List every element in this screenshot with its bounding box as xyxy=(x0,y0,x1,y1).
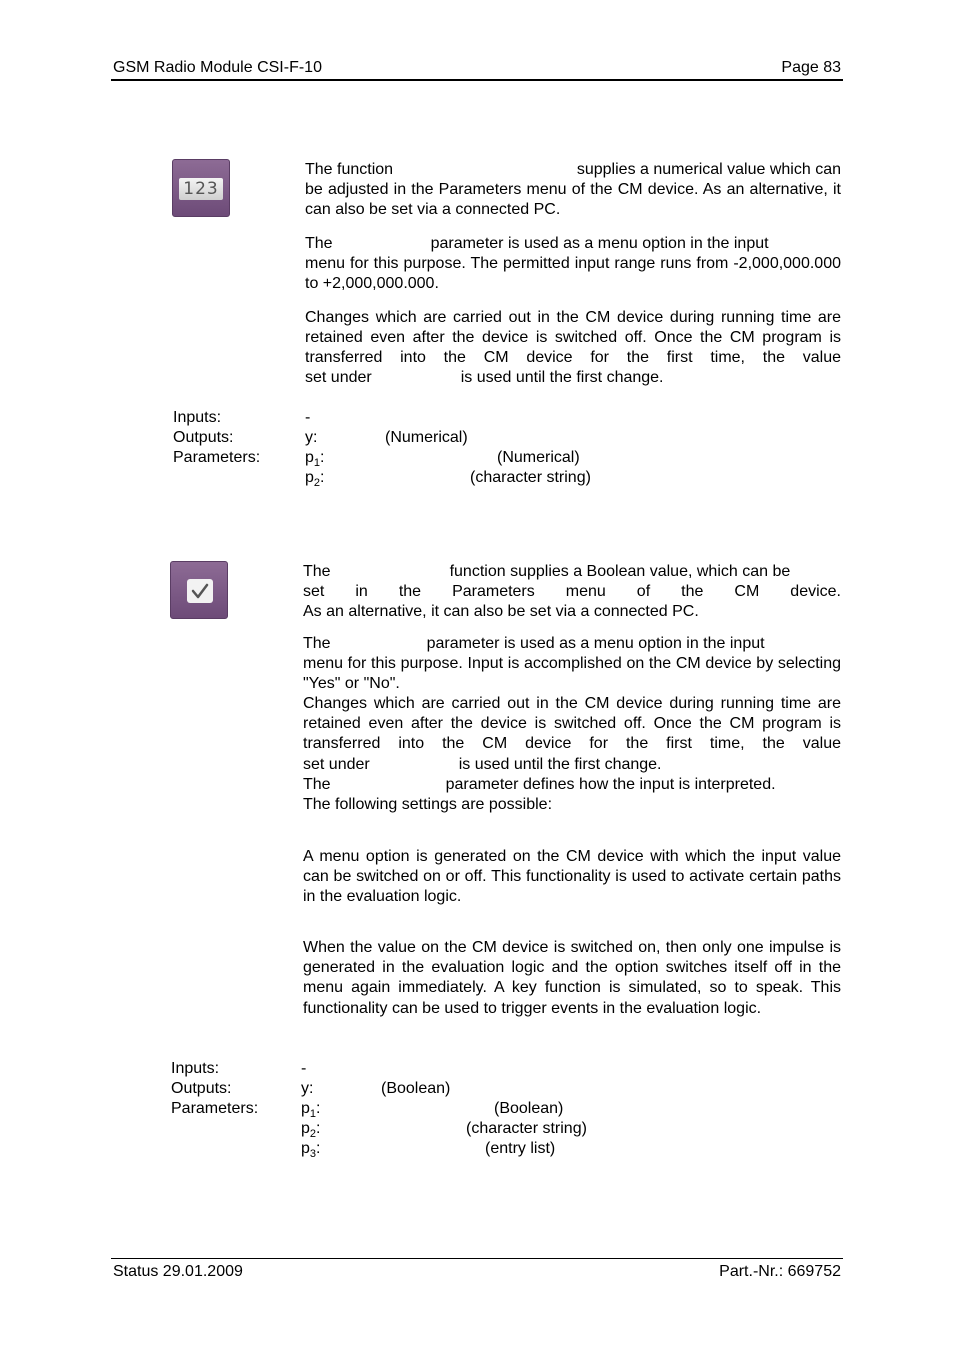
s2-outputs-type: (Boolean) xyxy=(381,1080,451,1097)
s1-parameters-label: Parameters: xyxy=(173,449,261,466)
s1-param-2-type: (character string) xyxy=(470,469,591,486)
s2-paragraph-1-line-1: The function supplies a Boolean value, which can be xyxy=(303,563,791,580)
s1-outputs-label: Outputs: xyxy=(173,429,234,446)
numeric-123-icon: 123 xyxy=(172,159,230,217)
s2-paragraph-3: Changes which are carried out in the CM device during running time are retained even after the device is switched off. Once the CM program is transferred into the CM device for the first time, the value xyxy=(303,695,841,753)
s2-inputs-label: Inputs: xyxy=(171,1060,220,1077)
s1-param-1-symbol: $p_1$: xyxy=(305,449,325,470)
checkbox-checked-icon xyxy=(170,561,228,619)
s2-outputs-symbol: y: xyxy=(301,1080,314,1097)
s2-paragraph-2-rest: menu for this purpose. Input is accomplished on the CM device by selecting "Yes" or "No". xyxy=(303,655,841,693)
s1-outputs-symbol: y: xyxy=(305,429,318,446)
s2-paragraph-2-line-1: The parameter is used as a menu option in the input xyxy=(303,635,765,652)
s2-paragraph-4-line-1: The parameter defines how the input is interpreted. xyxy=(303,776,776,793)
s1-outputs-type: (Numerical) xyxy=(385,429,468,446)
s1-paragraph-1: The function supplies a numerical value which can xyxy=(305,161,841,178)
header-page-number: Page 83 xyxy=(781,59,841,76)
s1-param-1-type: (Numerical) xyxy=(497,449,580,466)
s2-param-1-symbol: $p_1$: xyxy=(301,1100,321,1121)
s1-paragraph-2: The parameter is used as a menu option in the input xyxy=(305,235,769,252)
s1-inputs-label: Inputs: xyxy=(173,409,222,426)
s2-paragraph-1-line-2: set in the Parameters menu of the CM device. xyxy=(303,583,841,600)
header-rule xyxy=(111,79,843,81)
s1-paragraph-3: Changes which are carried out in the CM device during running time are retained even after the device is switched off. Once the CM program is transferred into the CM device for the first time, the value xyxy=(305,309,841,367)
s2-param-1-type: (Boolean) xyxy=(494,1100,564,1117)
header-doc-title: GSM Radio Module CSI-F-10 xyxy=(113,59,322,76)
s2-outputs-label: Outputs: xyxy=(171,1080,232,1097)
footer-part-number: Part.-Nr.: 669752 xyxy=(719,1263,841,1280)
s2-paragraph-5: A menu option is generated on the CM device with which the input value can be switched on or off. This functionality is used to activate certain paths in the evaluation logic. xyxy=(303,848,841,906)
s1-param-2-symbol: $p_2$: xyxy=(305,469,325,490)
s2-param-2-type: (character string) xyxy=(466,1120,587,1137)
s2-param-3-symbol: $p_3$: xyxy=(301,1140,321,1161)
footer-rule xyxy=(111,1258,843,1259)
s2-param-2-symbol: $p_2$: xyxy=(301,1120,321,1141)
footer-status: Status 29.01.2009 xyxy=(113,1263,243,1280)
s2-paragraph-3-last: set under is used until the first change. xyxy=(303,756,662,773)
s1-paragraph-3-last: set under is used until the first change. xyxy=(305,369,664,386)
s2-paragraph-1-line-3: As an alternative, it can also be set via a connected PC. xyxy=(303,603,699,620)
s1-paragraph-1-rest: be adjusted in the Parameters menu of the CM device. As an alternative, it can also be set via a connected PC. xyxy=(305,181,841,219)
s1-paragraph-2-rest: menu for this purpose. The permitted input range runs from -2,000,000.000 to +2,000,000.000. xyxy=(305,255,841,293)
s2-paragraph-6: When the value on the CM device is switched on, then only one impulse is generated in the evaluation logic and the option switches itself off in the menu again immediately. A key function is simulated, so to speak. This functionality can be used to trigger events in the evaluation logic. xyxy=(303,939,841,1017)
s1-inputs-value: - xyxy=(305,409,311,426)
s2-param-3-type: (entry list) xyxy=(485,1140,556,1157)
s2-paragraph-4-line-2: The following settings are possible: xyxy=(303,796,553,813)
s2-inputs-value: - xyxy=(301,1060,307,1077)
s2-parameters-label: Parameters: xyxy=(171,1100,259,1117)
